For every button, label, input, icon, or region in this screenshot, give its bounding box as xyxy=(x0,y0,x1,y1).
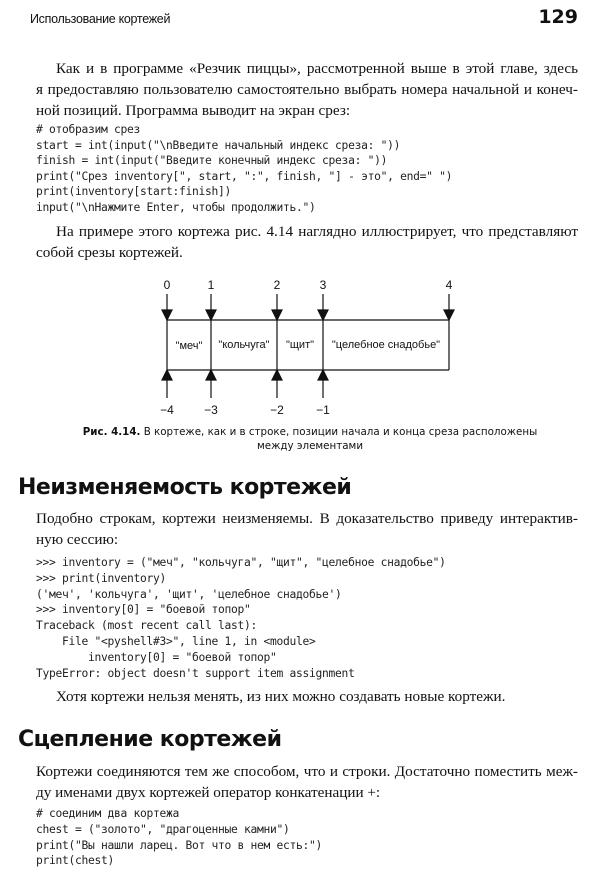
code-line: File "<pyshell#3>", line 1, in <module> xyxy=(36,635,316,648)
code-line: TypeError: object doesn't support item assignment xyxy=(36,666,355,680)
code-line: start = int(input("\nВведите начальный индекс среза: ")) xyxy=(36,138,401,152)
paragraph-line: я предоставляю пользователю самостоятельно выбрать номера начальной и конеч- xyxy=(36,81,578,98)
paragraph-line: ную сессию: xyxy=(36,531,119,548)
down-arrow-icon xyxy=(318,294,328,320)
paragraph-line: Кортежи соединяются тем же способом, что и строки. Достаточно поместить меж- xyxy=(36,763,578,780)
up-arrow-icon xyxy=(162,370,172,398)
tuple-element: "меч" xyxy=(175,340,203,352)
bottom-index: −2 xyxy=(270,403,284,417)
down-arrow-icon xyxy=(206,294,216,320)
running-title: Использование кортежей xyxy=(30,12,171,26)
code-line: print(chest) xyxy=(36,854,115,868)
top-index: 1 xyxy=(207,278,215,292)
code-line: # отобразим срез xyxy=(36,123,141,136)
tuple-element: "целебное снадобье" xyxy=(331,339,441,351)
code-line: # соединим два кортежа xyxy=(36,807,180,820)
code-line: chest = ("золото", "драгоценные камни") xyxy=(36,822,290,836)
code-line: Traceback (most recent call last): xyxy=(36,619,258,633)
paragraph-line: ной позиций. Программа выводит на экран срез: xyxy=(36,102,351,119)
code-line: ('меч', 'кольчуга', 'щит', 'целебное снадобье') xyxy=(36,587,342,601)
down-arrow-icon xyxy=(444,294,454,320)
tuple-element: "щит" xyxy=(285,339,315,351)
down-arrow-icon xyxy=(272,294,282,320)
paragraph-line: Хотя кортежи нельзя менять, из них можно создавать новые кортежи. xyxy=(56,688,506,705)
bottom-index: −4 xyxy=(160,403,174,417)
section-heading: Сцепление кортежей xyxy=(18,727,282,752)
code-line: print("Срез inventory[", start, ":", finish, "] - это", end=" ") xyxy=(36,169,453,183)
up-arrow-icon xyxy=(206,370,216,398)
code-line: print(inventory[start:finish]) xyxy=(36,185,232,198)
tuple-slice-diagram xyxy=(0,270,600,430)
figure-caption-line: между элементами xyxy=(256,440,364,452)
code-line: >>> inventory = ("меч", "кольчуга", "щит", "целебное снадобье") xyxy=(36,556,446,569)
code-line: print("Вы нашли ларец. Вот что в нем есть:") xyxy=(36,838,323,852)
up-arrow-icon xyxy=(272,370,282,398)
paragraph-line: Подобно строкам, кортежи неизменяемы. В доказательство приведу интерактив- xyxy=(36,510,578,527)
top-index: 4 xyxy=(445,278,453,292)
paragraph-line: На примере этого кортежа рис. 4.14 наглядно иллюстрирует, что представляют xyxy=(56,223,578,240)
code-line: inventory[0] = "боевой топор" xyxy=(36,650,277,664)
code-line: input("\nНажмите Enter, чтобы продолжить.") xyxy=(36,200,316,214)
paragraph-line: Как и в программе «Резчик пиццы», рассмотренной выше в этой главе, здесь xyxy=(56,60,578,77)
top-index: 0 xyxy=(163,278,171,292)
bottom-index: −1 xyxy=(316,403,330,417)
code-line: finish = int(input("Введите конечный индекс среза: ")) xyxy=(36,154,388,167)
page-number: 129 xyxy=(538,6,578,28)
figure-label: Рис. 4.14. xyxy=(82,426,141,438)
tuple-element: "кольчуга" xyxy=(218,339,270,351)
bottom-index: −3 xyxy=(204,403,218,417)
code-line: >>> inventory[0] = "боевой топор" xyxy=(36,603,251,617)
section-heading: Неизменяемость кортежей xyxy=(18,475,352,500)
paragraph-line: собой срезы кортежей. xyxy=(36,244,183,261)
figure-caption: Рис. 4.14. В кортеже, как и в строке, позиции начала и конца среза расположены xyxy=(82,426,538,438)
up-arrow-icon xyxy=(318,370,328,398)
paragraph-line: ду именами двух кортежей оператор конкатенации +: xyxy=(36,784,381,801)
top-index: 3 xyxy=(319,278,327,292)
down-arrow-icon xyxy=(162,294,172,320)
code-line: >>> print(inventory) xyxy=(36,571,167,585)
top-index: 2 xyxy=(273,278,281,292)
